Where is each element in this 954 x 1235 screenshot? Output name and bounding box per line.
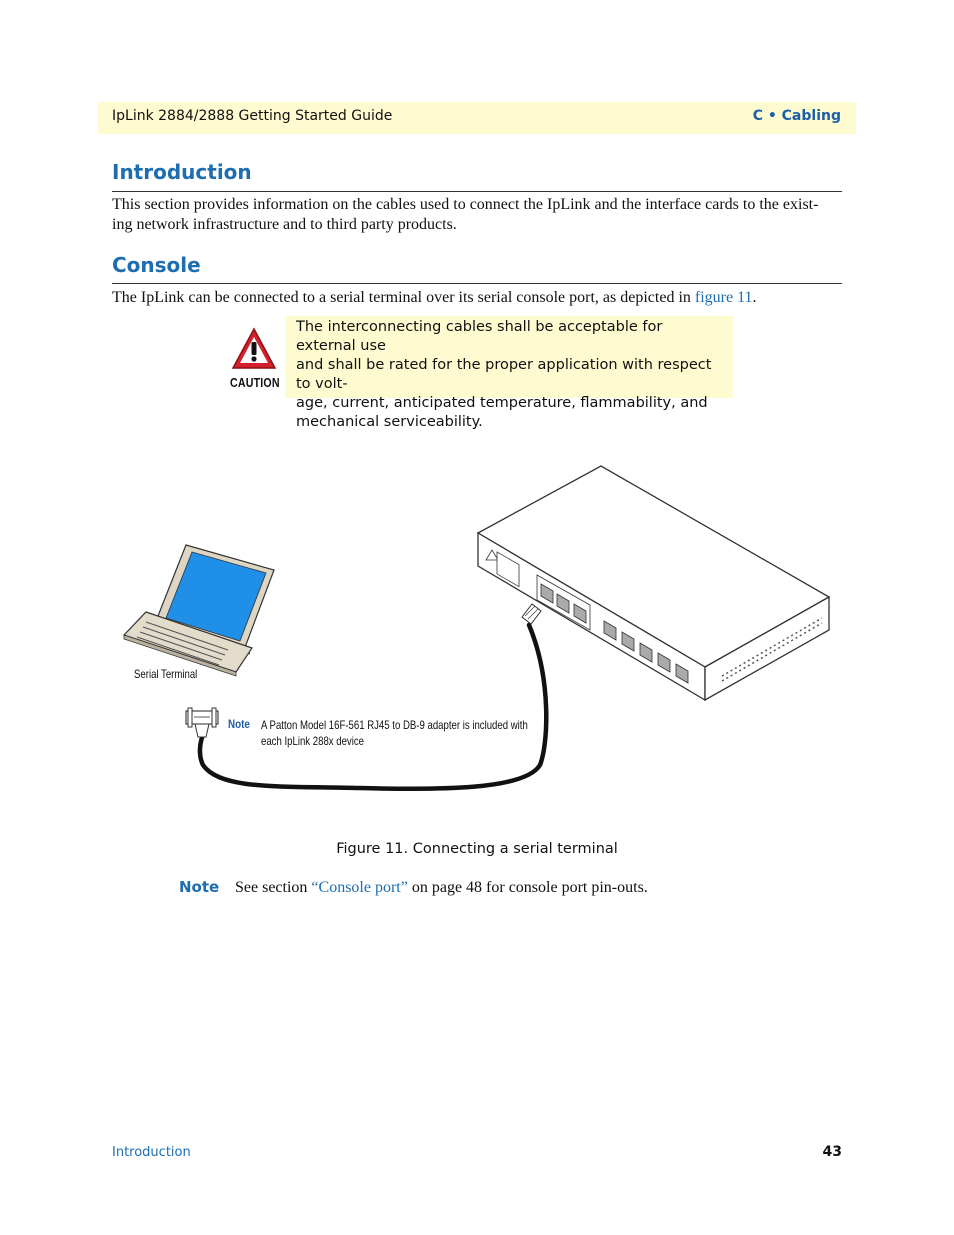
figure-note-text (261, 717, 595, 749)
serial-terminal-label: Serial Terminal (134, 667, 198, 681)
caution-line: The interconnecting cables shall be acceptable for external use (296, 319, 663, 354)
note-text-end: on page 48 for console port pin-outs. (407, 879, 648, 896)
introduction-heading: Introduction (112, 160, 252, 184)
laptop-illustration (124, 545, 274, 676)
caution-label: CAUTION (230, 375, 280, 390)
figure-11-link[interactable]: figure 11 (694, 289, 753, 306)
console-port-link[interactable]: “Console port” (311, 879, 408, 896)
figure-note-line: each IpLink 288x device (261, 734, 365, 748)
console-text-end: . (752, 289, 757, 306)
note-text (235, 878, 648, 898)
introduction-line-1: This section provides information on the cables used to connect the IpLink and the interface cards to the exist- (112, 196, 819, 213)
figure-note-label: Note (228, 717, 250, 731)
db9-adapter-illustration (186, 708, 218, 737)
introduction-line-2: ing network infrastructure and to third party products. (112, 216, 457, 233)
figure-caption: Figure 11. Connecting a serial terminal (336, 841, 618, 857)
console-heading: Console (112, 253, 201, 277)
note-text-start: See section (235, 879, 312, 896)
page-number: 43 (822, 1144, 842, 1160)
caution-line: mechanical serviceability. (296, 414, 483, 430)
section-label: C • Cabling (752, 108, 841, 124)
iplink-device-illustration (478, 466, 829, 700)
note-label: Note (179, 878, 220, 896)
caution-line: and shall be rated for the proper application with respect to volt- (296, 357, 712, 392)
footer-section-name: Introduction (112, 1145, 191, 1160)
console-cable-illustration (200, 604, 546, 789)
caution-line: age, current, anticipated temperature, flammability, and (296, 395, 708, 411)
figure-note-line: A Patton Model 16F-561 RJ45 to DB-9 adapter is included with (261, 718, 528, 732)
guide-title: IpLink 2884/2888 Getting Started Guide (112, 108, 393, 124)
console-text: The IpLink can be connected to a serial terminal over its serial console port, as depicted in (112, 289, 695, 306)
